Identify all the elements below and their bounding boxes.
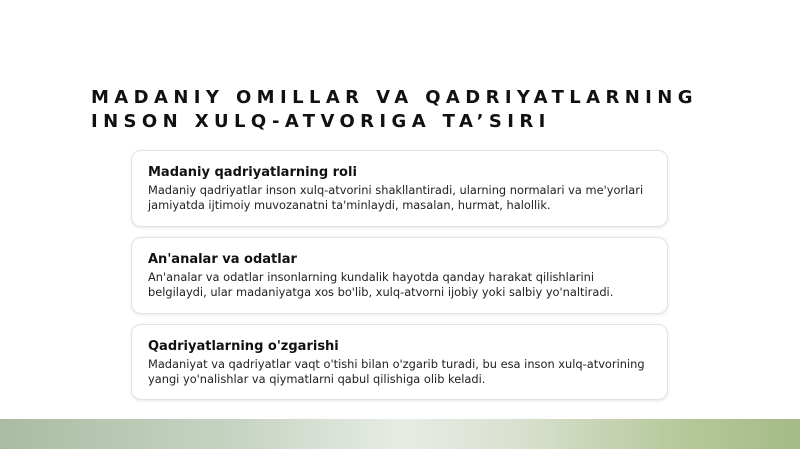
- card-text: An'analar va odatlar insonlarning kundalik hayotda qanday harakat qilishlarini belgilaydi, ular madaniyatga xos bo'lib, xulq-atvorni ijobiy yoki salbiy yo'naltiradi.: [148, 270, 614, 299]
- slide-title: MADANIY OMILLAR VA QADRIYATLARNING INSON XULQ-ATVORIGA TA’SIRI: [91, 87, 698, 132]
- card-title: Madaniy qadriyatlarning roli: [148, 165, 357, 180]
- decorative-landscape-band: [0, 419, 800, 449]
- card-text: Madaniy qadriyatlar inson xulq-atvorini shakllantiradi, ularning normalari va me'yorlari jamiyatda ijtimoiy muvozanatni ta'minlaydi, masalan, hurmat, halollik.: [148, 183, 644, 212]
- card-cultural-values-role: [131, 150, 668, 227]
- card-title: An'analar va odatlar: [148, 252, 297, 267]
- card-title: Qadriyatlarning o'zgarishi: [148, 339, 339, 354]
- card-text: Madaniyat va qadriyatlar vaqt o'tishi bilan o'zgarib turadi, bu esa inson xulq-atvorining yangi yo'nalishlar va qiymatlarni qabul qilishiga olib keladi.: [148, 357, 645, 386]
- card-values-change: [131, 324, 668, 400]
- card-traditions-customs: [131, 237, 668, 314]
